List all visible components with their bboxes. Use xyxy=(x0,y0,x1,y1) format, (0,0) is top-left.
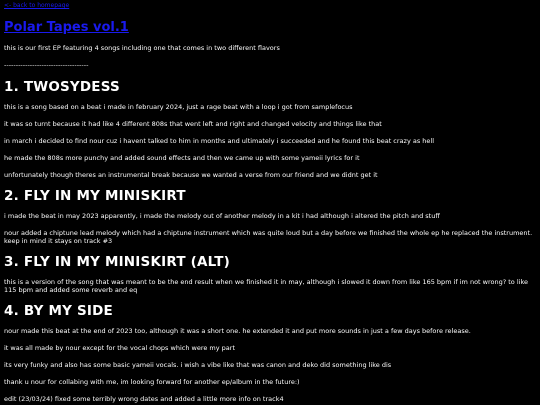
track-paragraph: thank u nour for collabing with me, im looking forward for another ep/album in the future:) xyxy=(4,378,300,386)
track-paragraph: edit (23/03/24) fixed some terribly wrong dates and added a little more info on track4 xyxy=(4,395,284,403)
track-paragraph: it was all made by nour except for the vocal chops which were my part xyxy=(4,344,235,352)
track-section-2 xyxy=(4,188,536,245)
track-heading: 2. FLY IN MY MINISKIRT xyxy=(4,188,186,204)
track-heading: 3. FLY IN MY MINISKIRT (ALT) xyxy=(4,254,230,270)
track-section-1 xyxy=(4,79,536,179)
track-paragraph: its very funky and also has some basic yameii vocals. i wish a vibe like that was canon and deko did something like dis xyxy=(4,361,392,369)
track-paragraph: this is a version of the song that was meant to be the end result when we finished it in may, although i slowed it down from like 165 bpm if im not wrong? to like 115 bpm and added some reverb and eq xyxy=(4,278,528,294)
track-paragraph: this is a song based on a beat i made in february 2024, just a rage beat with a loop i got from samplefocus xyxy=(4,103,353,111)
track-paragraph: he made the 808s more punchy and added sound effects and then we came up with some yameii lyrics for it xyxy=(4,154,360,162)
page-title[interactable]: Polar Tapes vol.1 xyxy=(4,20,129,35)
track-section-3 xyxy=(4,254,536,294)
intro-text: this is our first EP featuring 4 songs including one that comes in two different flavors xyxy=(4,44,280,52)
divider: ------------------------------------ xyxy=(4,61,89,69)
track-paragraph: it was so turnt because it had like 4 different 808s that went left and right and changed velocity and things like that xyxy=(4,120,382,128)
track-paragraph: nour added a chiptune lead melody which had a chiptune instrument which was quite loud but a day before we finished the whole ep he replaced the instrument. keep in mind it stays on track #3 xyxy=(4,229,533,245)
track-section-4 xyxy=(4,303,536,403)
track-heading: 4. BY MY SIDE xyxy=(4,303,113,319)
track-paragraph: i made the beat in may 2023 apparently, i made the melody out of another melody in a kit i had although i altered the pitch and stuff xyxy=(4,212,440,220)
track-paragraph: nour made this beat at the end of 2023 too, although it was a short one. he extended it and put more sounds in just a few days before release. xyxy=(4,327,471,335)
track-paragraph: unfortunately though theres an instrumental break because we wanted a verse from our friend and we didnt get it xyxy=(4,171,378,179)
track-paragraph: in march i decided to find nour cuz i havent talked to him in months and ultimately i succeeded and he found this beat crazy as hell xyxy=(4,137,435,145)
track-heading: 1. TWOSYDESS xyxy=(4,79,120,95)
back-to-homepage-link[interactable]: <- back to homepage xyxy=(4,2,70,9)
